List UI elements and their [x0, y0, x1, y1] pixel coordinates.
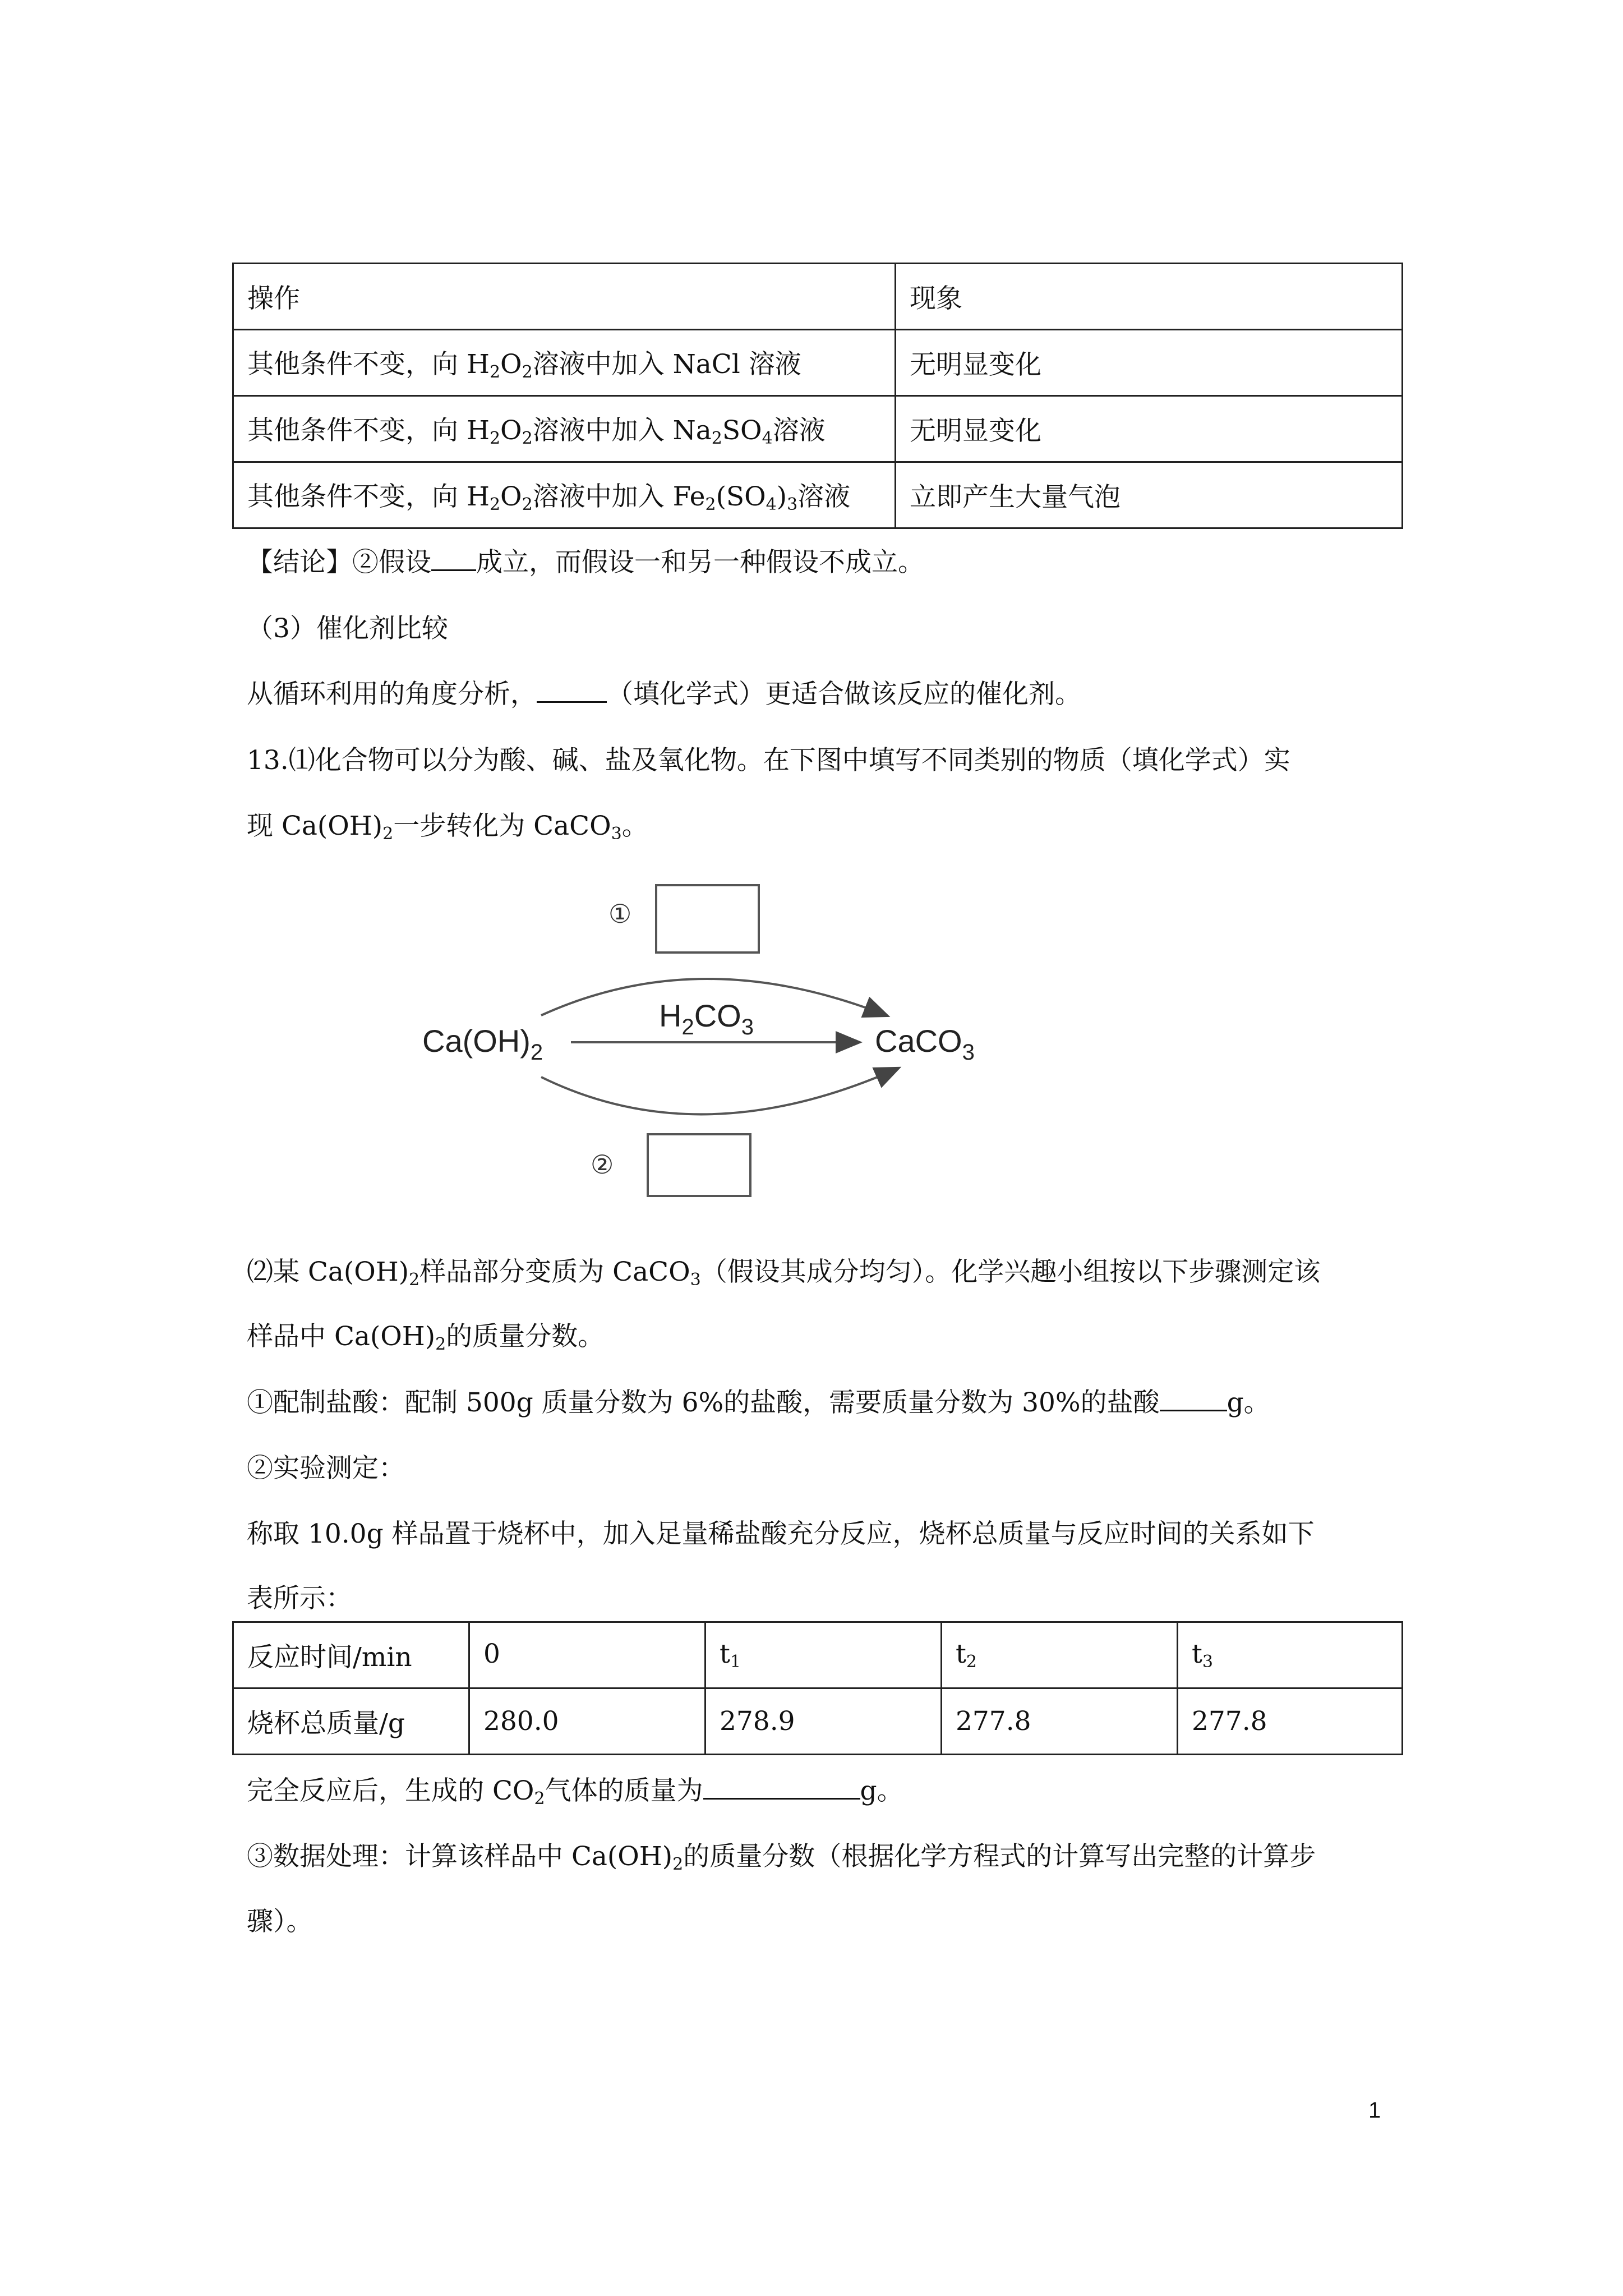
text: 完全反应后，生成的 CO	[247, 1775, 534, 1806]
experiment-table	[232, 263, 1403, 529]
row-label-mass	[233, 1688, 469, 1755]
text: 无明显变化	[910, 349, 1041, 380]
weighing-line-2	[247, 1577, 352, 1615]
text: 从循环利用的角度分析，	[247, 679, 537, 710]
mass-time-table	[232, 1621, 1403, 1755]
text: 溶液	[797, 481, 851, 512]
text: （3）催化剂比较	[247, 613, 448, 644]
step-3-line-1	[247, 1835, 1316, 1874]
subscript: 3	[1202, 1652, 1213, 1672]
text: SO	[722, 415, 762, 446]
mass-cell	[469, 1688, 706, 1755]
subscript: 2	[489, 362, 501, 382]
subscript: 2	[409, 1270, 420, 1290]
text: O	[500, 415, 522, 446]
text: t	[956, 1639, 966, 1669]
conclusion-line	[247, 541, 924, 579]
catalyst-question	[247, 673, 1081, 711]
upper-arrow	[541, 979, 886, 1015]
text: 表所示：	[247, 1583, 352, 1614]
marker-1: ①	[608, 899, 632, 928]
subscript: 2	[534, 1789, 545, 1809]
text: 277.8	[956, 1706, 1031, 1737]
text: 溶液中加入 Na	[532, 415, 712, 446]
time-cell	[1178, 1622, 1403, 1688]
text: t	[720, 1639, 730, 1669]
subscript: 2	[711, 429, 722, 448]
text: 其他条件不变，向 H	[247, 349, 490, 380]
text: 的质量分数。	[446, 1321, 605, 1352]
row-label-time	[233, 1622, 469, 1688]
table-row	[233, 330, 1403, 396]
text: 。	[621, 811, 648, 841]
text: 骤）。	[247, 1906, 313, 1937]
subscript: 2	[966, 1652, 977, 1672]
text: 样品中 Ca(OH)	[247, 1321, 436, 1352]
answer-blank[interactable]	[703, 1775, 860, 1800]
text: 样品部分变质为 CaCO	[419, 1257, 690, 1287]
subscript: 3	[787, 495, 798, 514]
subscript: 4	[766, 495, 777, 514]
text: ①配制盐酸：配制 500g 质量分数为 6%的盐酸，需要质量分数为 30%的盐酸	[247, 1387, 1160, 1418]
question-13-line-2	[247, 805, 648, 844]
reactant-label: $Ca(OH)_2$	[422, 1023, 543, 1065]
text: g。	[1227, 1387, 1270, 1418]
page-number: 1	[1368, 2098, 1381, 2123]
table-header-operation	[233, 264, 896, 330]
table-row	[233, 1688, 1403, 1755]
table-row	[233, 462, 1403, 528]
question-2-line-2	[247, 1315, 604, 1354]
marker-2: ②	[591, 1150, 614, 1179]
time-cell	[942, 1622, 1178, 1688]
answer-blank[interactable]	[537, 679, 607, 703]
text: t	[1192, 1639, 1202, 1669]
text: 立即产生大量气泡	[910, 482, 1121, 513]
subscript: 3	[611, 824, 622, 844]
text: 13.⑴化合物可以分为酸、碱、盐及氧化物。在下图中填写不同类别的物质（填化学式）实	[247, 745, 1290, 776]
text: 280.0	[483, 1706, 559, 1737]
subscript: 2	[522, 495, 533, 514]
table-row	[233, 1622, 1403, 1688]
subscript: 2	[672, 1855, 684, 1874]
question-13-line-1	[247, 739, 1290, 777]
time-cell	[706, 1622, 942, 1688]
subscript: 2	[435, 1335, 446, 1354]
text: 无明显变化	[910, 416, 1041, 447]
subscript: 2	[382, 824, 394, 844]
text: 烧杯总质量/g	[247, 1708, 405, 1739]
text: )	[776, 481, 787, 512]
text: 溶液中加入 Fe	[532, 481, 706, 512]
text: 其他条件不变，向 H	[247, 415, 490, 446]
time-cell	[469, 1622, 706, 1688]
text: 成立，而假设一和另一种假设不成立。	[476, 547, 924, 578]
text: 【结论】②假设	[247, 547, 431, 578]
mass-cell	[942, 1688, 1178, 1755]
text: g。	[860, 1775, 903, 1806]
text: 278.9	[720, 1706, 795, 1737]
subscript: 1	[730, 1652, 741, 1672]
question-2-line-1	[247, 1251, 1320, 1290]
text: 现 Ca(OH)	[247, 811, 383, 841]
header-text: 操作	[247, 283, 300, 314]
text: 反应时间/min	[247, 1642, 412, 1673]
text: （假设其成分均匀）。化学兴趣小组按以下步骤测定该	[700, 1257, 1321, 1287]
subscript: 2	[489, 495, 501, 514]
text: 气体的质量为	[545, 1775, 703, 1806]
answer-blank[interactable]	[431, 547, 476, 571]
subscript: 3	[690, 1270, 701, 1290]
text: 其他条件不变，向 H	[247, 481, 490, 512]
subscript: 4	[762, 429, 773, 448]
answer-box-2[interactable]	[648, 1134, 750, 1196]
weighing-line-1	[247, 1513, 1315, 1550]
text: 溶液	[772, 415, 826, 446]
co2-line	[247, 1770, 903, 1809]
text: ②实验测定：	[247, 1453, 405, 1484]
text: 的质量分数（根据化学方程式的计算写出完整的计算步	[683, 1841, 1316, 1872]
step-3-line-2	[247, 1901, 313, 1938]
table-row	[233, 264, 1403, 330]
subscript: 2	[522, 362, 533, 382]
reagent-label: $H_2CO_3$	[659, 998, 754, 1039]
section-heading	[247, 608, 448, 645]
text: ③数据处理：计算该样品中 Ca(OH)	[247, 1841, 673, 1872]
answer-box-1[interactable]	[656, 885, 759, 953]
step-2-heading	[247, 1447, 405, 1485]
subscript: 2	[705, 495, 716, 514]
phenomenon-cell	[896, 396, 1403, 462]
text: 溶液中加入 NaCl 溶液	[532, 349, 801, 380]
subscript: 2	[489, 429, 501, 448]
text: 277.8	[1192, 1706, 1267, 1737]
phenomenon-cell	[896, 462, 1403, 528]
answer-blank[interactable]	[1160, 1387, 1227, 1411]
table-header-phenomenon	[896, 264, 1403, 330]
table-row	[233, 396, 1403, 462]
text: 称取 10.0g 样品置于烧杯中，加入足量稀盐酸充分反应，烧杯总质量与反应时间的关系如下	[247, 1519, 1315, 1549]
text: ⑵某 Ca(OH)	[247, 1257, 409, 1287]
operation-cell	[233, 330, 896, 396]
text: 0	[483, 1639, 500, 1669]
operation-cell	[233, 396, 896, 462]
product-label: CaCO$_3$	[875, 1023, 975, 1065]
step-1-line	[247, 1382, 1270, 1419]
header-text: 现象	[910, 283, 962, 314]
operation-cell	[233, 462, 896, 528]
subscript: 2	[522, 429, 533, 448]
text: 一步转化为 CaCO	[393, 811, 611, 841]
mass-cell	[1178, 1688, 1403, 1755]
lower-arrow	[541, 1069, 897, 1114]
mass-cell	[706, 1688, 942, 1755]
text: （填化学式）更适合做该反应的催化剂。	[607, 679, 1081, 710]
text: (SO	[716, 481, 766, 512]
phenomenon-cell	[896, 330, 1403, 396]
text: O	[500, 481, 522, 512]
text: O	[500, 349, 522, 380]
